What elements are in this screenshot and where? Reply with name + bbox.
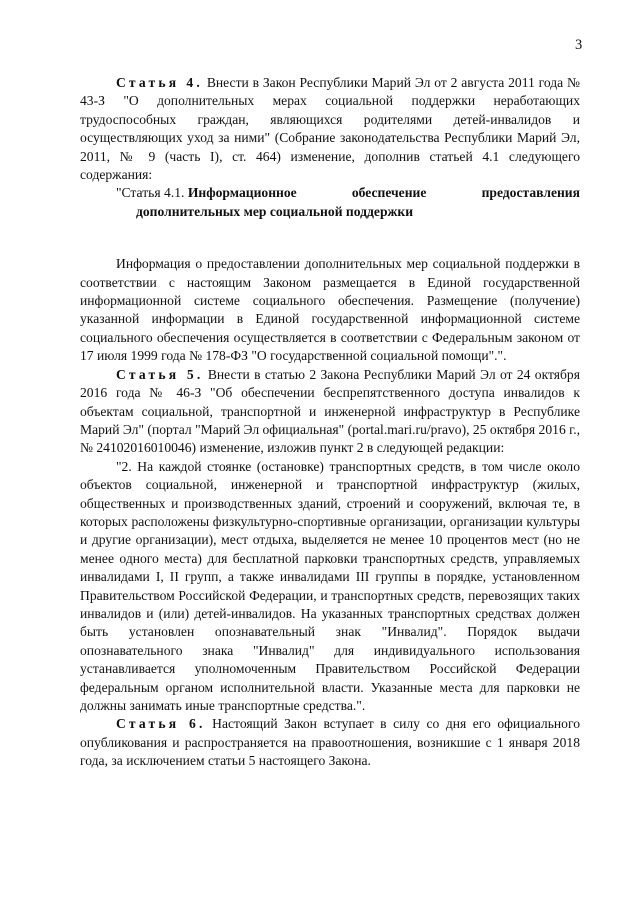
article-4-heading: Статья 4. bbox=[116, 75, 203, 90]
page-number: 3 bbox=[575, 37, 583, 53]
article-5-paragraph bbox=[80, 366, 580, 458]
article-4-paragraph bbox=[80, 74, 580, 184]
article-5-heading: Статья 5. bbox=[116, 366, 204, 382]
article-4-1-title-word: предоставления bbox=[481, 185, 580, 201]
article-6-paragraph bbox=[80, 715, 580, 770]
article-4-1-title-word: Информационное bbox=[187, 185, 297, 201]
document-body bbox=[80, 74, 580, 771]
article-4-1-lead: "Статья 4.1. bbox=[116, 185, 188, 201]
article-4-text: Внести в Закон Республики Марий Эл от 2 августа 2011 года № 43-З "О дополнительных мерах социальной поддержки неработающих трудоспособных граждан, являющихся родителями детей-инвалидов и осуществляющих уход за ними" (Собрание законодательства Республики Марий Эл, 2011, № 9 (часть I), ст. 464) изменение, дополнив статьей 4.1 следующего содержания: bbox=[80, 75, 581, 183]
article-6-heading: Статья 6. bbox=[116, 716, 206, 732]
article-4-1-text: Информация о предоставлении дополнительных мер социальной поддержки в соответствии с настоящим Законом размещается в Единой государственной информационной системе социального обеспечения. Размещение (получение) указанной информации в Единой государственной информационной системе социального обеспечения осуществляется в соответствии с Федеральным законом от 17 июля 1999 года № 178-ФЗ "О государственной социальной помощи".". bbox=[80, 256, 580, 364]
article-6-text: Настоящий Закон вступает в силу со дня его официального опубликования и распространяется на правоотношения, возникшие с 1 января 2018 года, за исключением статьи 5 настоящего Закона. bbox=[80, 716, 580, 769]
article-4-1-title-word: обеспечение bbox=[351, 185, 427, 201]
article-4-1-title bbox=[80, 184, 580, 202]
article-5-text: Внести в статью 2 Закона Республики Марий Эл от 24 октября 2016 года № 46-З "Об обеспечении беспрепятственного доступа инвалидов к объектам социальной, транспортной и инженерной инфраструктур в Республике Марий Эл" (портал "Марий Эл официальная" (portal.mari.ru/pravo), 25 октября 2016 г., № 24102016010046) изменение, изложив пункт 2 в следующей редакции: bbox=[80, 366, 580, 456]
article-5-quote: "2. На каждой стоянке (остановке) транспортных средств, в том числе около объектов социальной, инженерной и транспортной инфраструктур (жилых, общественных и производственных зданий, строений и сооружений, включая те, в которых расположены физкультурно-спортивные организации, организации культуры и другие организации), мест отдыха, выделяется не менее 10 процентов мест (но не менее одного места) для бесплатной парковки транспортных средств, управляемых инвалидами I, II групп, а также инвалидами III группы в порядке, установленном Правительством Российской Федерации, и транспортных средств, перевозящих таких инвалидов и (или) детей-инвалидов. На указанных транспортных средствах должен быть установлен опознавательный знак "Инвалид". Порядок выдачи опознавательного знака "Инвалид" для индивидуального использования устанавливается уполномоченным Правительством Российской Федерации федеральным органом исполнительной власти. Указанные места для парковки не должны занимать иные транспортные средства.". bbox=[80, 458, 580, 713]
article-4-1-title-line2: дополнительных мер социальной поддержки bbox=[136, 203, 414, 219]
